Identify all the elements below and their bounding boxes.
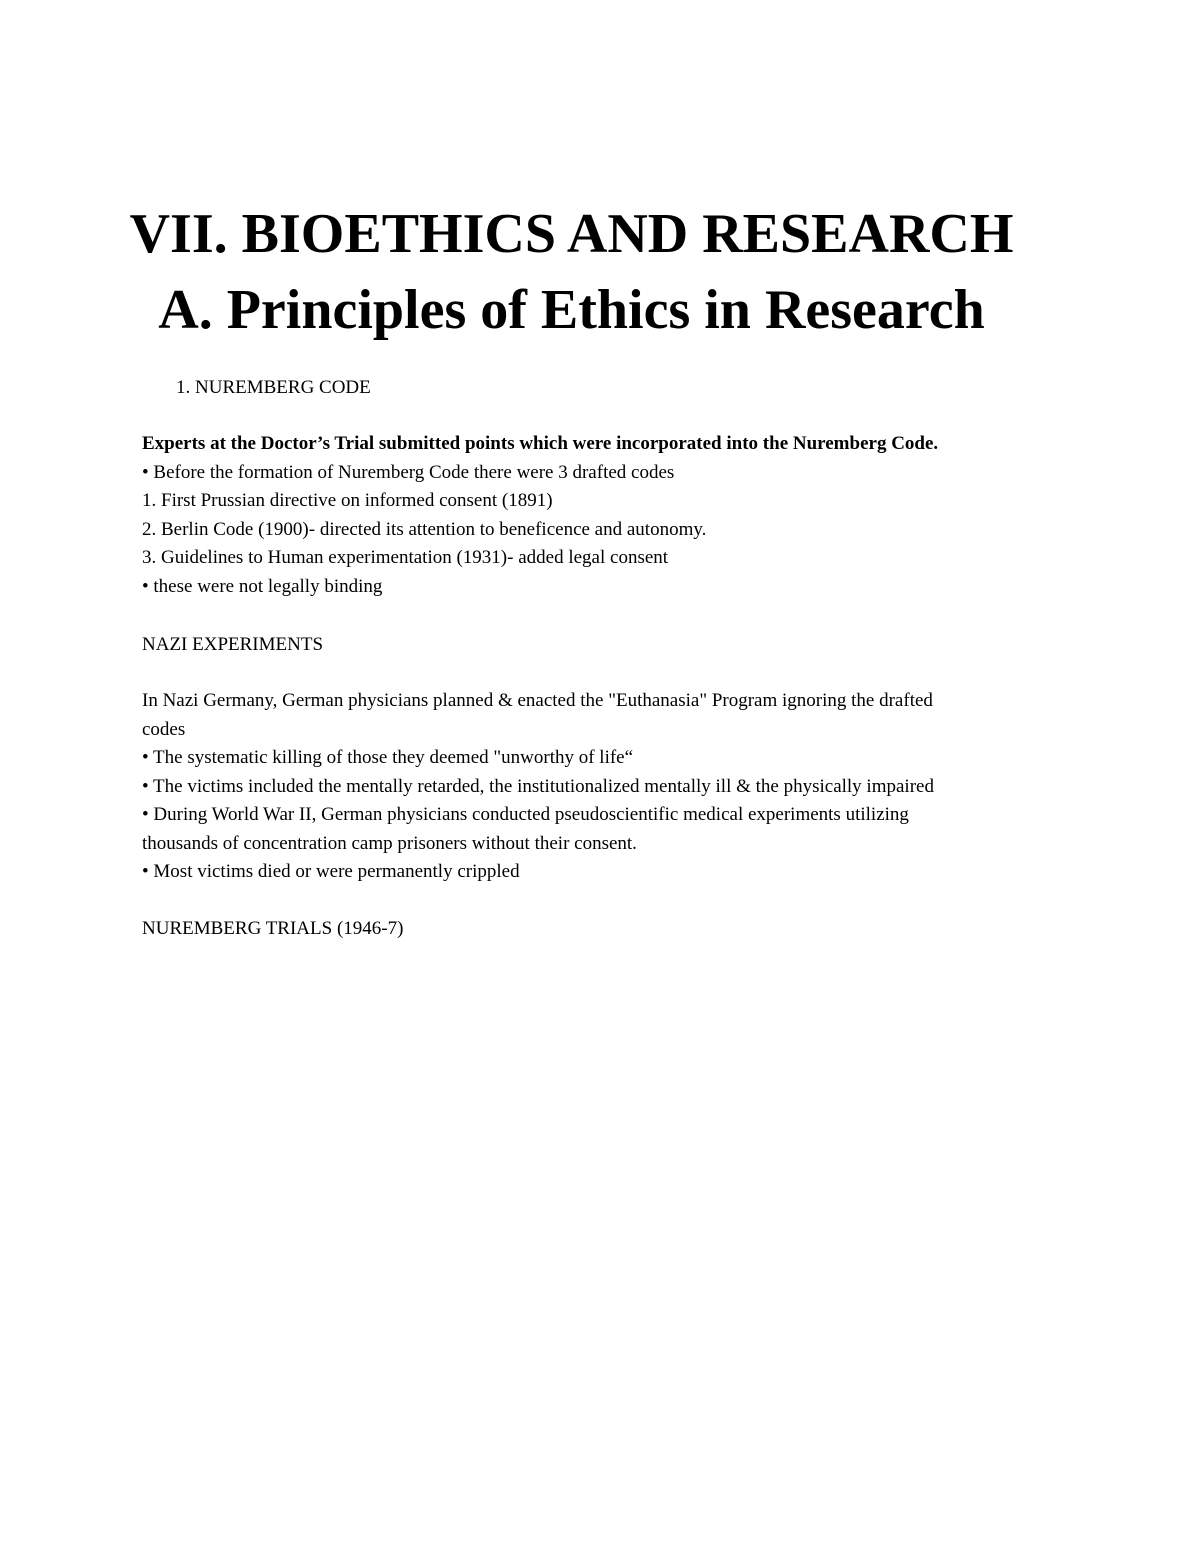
nuremberg-trials-heading: NUREMBERG TRIALS (1946-7): [142, 918, 404, 939]
code-item-3: 3. Guidelines to Human experimentation (1931)- added legal consent: [142, 547, 669, 568]
nuremberg-code-heading: 1. NUREMBERG CODE: [176, 377, 371, 398]
code-item-1: 1. First Prussian directive on informed consent (1891): [142, 490, 553, 511]
section-title: A. Principles of Ethics in Research: [158, 279, 985, 341]
nazi-bullet-3-continued: thousands of concentration camp prisoners without their consent.: [142, 833, 637, 854]
codes-intro-bullet: • Before the formation of Nuremberg Code there were 3 drafted codes: [142, 462, 675, 483]
nazi-bullet-1: • The systematic killing of those they deemed "unworthy of life“: [142, 747, 634, 768]
nazi-bullet-4: • Most victims died or were permanently crippled: [142, 861, 520, 882]
nazi-experiments-heading: NAZI EXPERIMENTS: [142, 634, 324, 655]
nazi-paragraph-line-2: codes: [142, 719, 186, 740]
codes-note-bullet: • these were not legally binding: [142, 576, 383, 597]
nazi-bullet-3: • During World War II, German physicians conducted pseudoscientific medical experiments utilizing: [142, 804, 909, 825]
code-item-2: 2. Berlin Code (1900)- directed its attention to beneficence and autonomy.: [142, 519, 707, 540]
nazi-paragraph-line-1: In Nazi Germany, German physicians planned & enacted the "Euthanasia" Program ignoring the drafted: [142, 690, 933, 711]
experts-statement: Experts at the Doctor’s Trial submitted points which were incorporated into the Nuremberg Code.: [142, 433, 939, 454]
chapter-title: VII. BIOETHICS AND RESEARCH: [129, 203, 1014, 265]
nazi-bullet-2: • The victims included the mentally retarded, the institutionalized mentally ill & the physically impaired: [142, 776, 934, 797]
